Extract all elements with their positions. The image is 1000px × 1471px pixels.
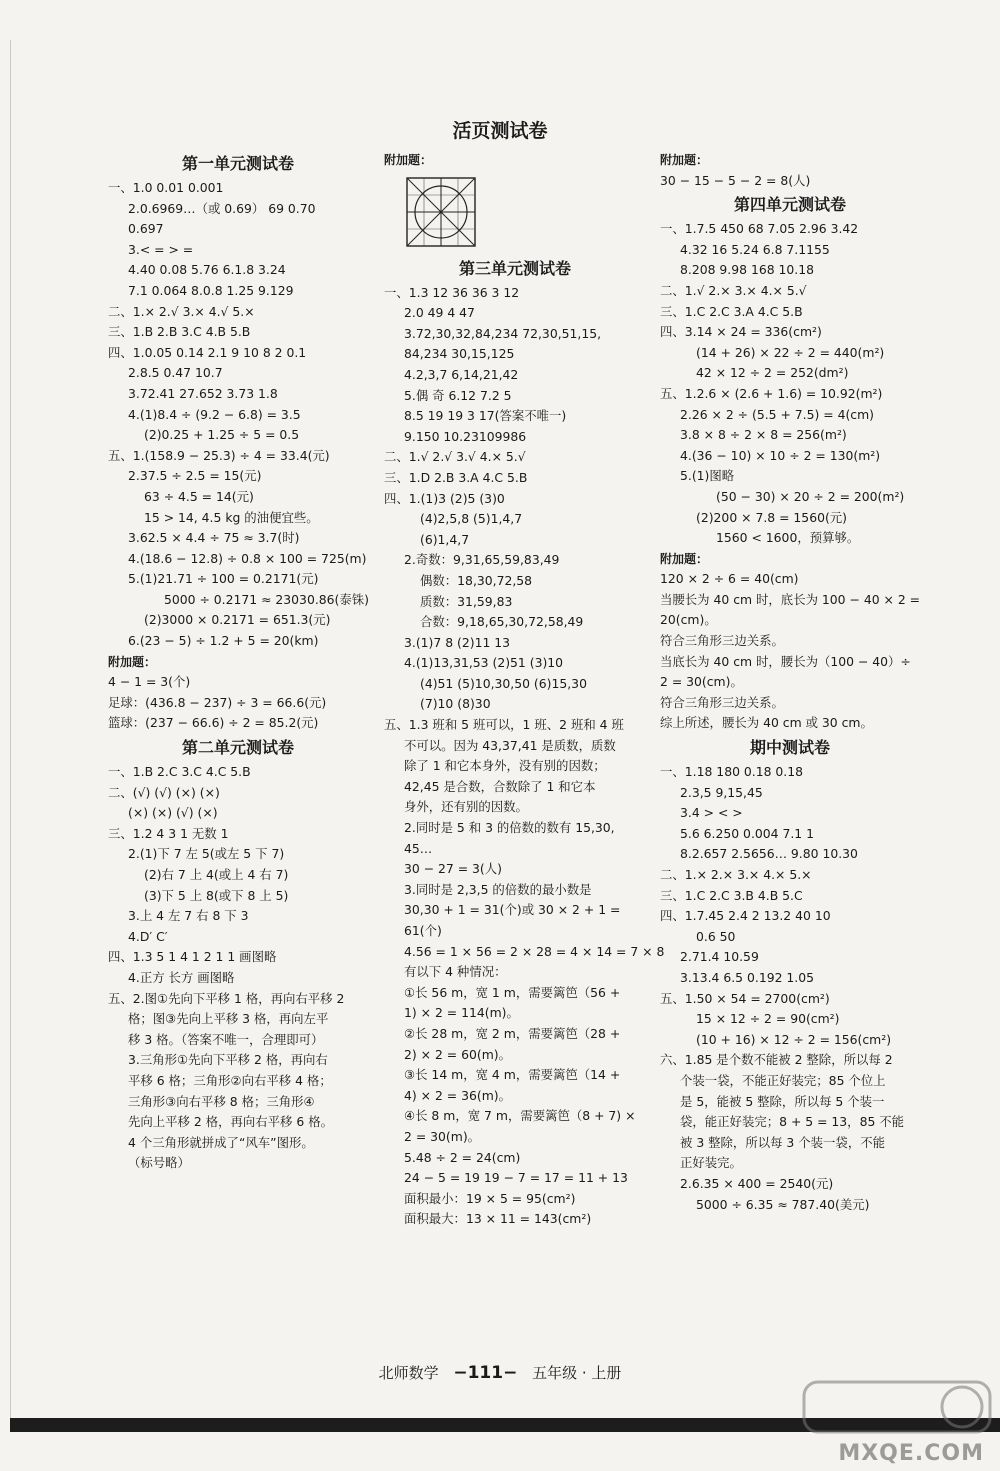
answer-line: 45… (404, 840, 433, 856)
answer-line: 二、(√) (√) (×) (×) (108, 784, 220, 800)
answer-line: 正好装完。 (680, 1155, 742, 1171)
answer-line: 9.150 10.23109986 (404, 428, 527, 444)
answer-line: 一、1.18 180 0.18 0.18 (660, 764, 804, 780)
answer-line: 5.(1)图略 (680, 468, 735, 484)
answer-line: 六、1.85 是个数不能被 2 整除，所以每 2 (660, 1052, 893, 1068)
answer-line: 2.37.5 ÷ 2.5 = 15(元) (128, 468, 262, 484)
watermark-logo (802, 1378, 992, 1466)
answer-line: 4.(36 − 10) × 10 ÷ 2 = 130(m²) (680, 447, 881, 463)
answer-line: (×) (×) (√) (×) (128, 805, 218, 821)
answer-line: 2.(1)下 7 左 5(或左 5 下 7) (128, 846, 285, 862)
answer-line: 一、1.3 12 36 36 3 12 (384, 284, 520, 300)
answer-line: 3.三角形①先向下平移 2 格，再向右 (128, 1052, 328, 1068)
section-heading: 第四单元测试卷 (733, 195, 846, 215)
answer-line: (2)0.25 + 1.25 ÷ 5 = 0.5 (144, 427, 300, 443)
answer-line: 5000 ÷ 0.2171 ≈ 23030.86(泰铢) (164, 591, 369, 607)
answer-line: 二、1.√ 2.× 3.× 4.× 5.√ (660, 282, 807, 298)
bonus-heading: 附加题： (660, 551, 709, 566)
answer-line: 30 − 27 = 3(人) (404, 861, 502, 877)
answer-line: 五、1.2.6 × (2.6 + 1.6) = 10.92(m²) (660, 385, 883, 401)
answer-line: (14 + 26) × 22 ÷ 2 = 440(m²) (696, 344, 885, 360)
answer-line: 一、1.7.5 450 68 7.05 2.96 3.42 (660, 221, 859, 237)
answer-line: 24 − 5 = 19 19 − 7 = 17 = 11 + 13 (404, 1170, 628, 1186)
answer-line: 8.5 19 19 3 17(答案不唯一) (404, 408, 567, 424)
answer-line: 四、1.3 5 1 4 1 2 1 1 画图略 (108, 949, 277, 965)
answer-line: 五、2.图①先向下平移 1 格，再向右平移 2 (108, 990, 345, 1006)
column-2 (384, 150, 665, 1230)
answer-line: 三、1.D 2.B 3.A 4.C 5.B (384, 469, 528, 485)
answer-line: 84,234 30,15,125 (404, 346, 515, 362)
answer-line: (10 + 16) × 12 ÷ 2 = 156(cm²) (696, 1031, 892, 1047)
footer-grade: 五年级 · 上册 (532, 1364, 622, 1382)
answer-line: 3.8 × 8 ÷ 2 × 8 = 256(m²) (680, 427, 847, 443)
answer-line: 3.72,30,32,84,234 72,30,51,15, (404, 325, 602, 341)
answer-line: 5.(1)21.71 ÷ 100 = 0.2171(元) (128, 571, 319, 587)
answer-line: 被 3 整除，所以每 3 个装一袋，不能 (680, 1134, 885, 1150)
answer-line: 0.6 50 (696, 928, 736, 944)
answer-line: 63 ÷ 4.5 = 14(元) (144, 488, 254, 504)
answer-line: 1) × 2 = 114(m)。 (404, 1005, 519, 1021)
section-heading: 第一单元测试卷 (181, 154, 294, 173)
watermark-text: MXQE.COM (838, 1441, 984, 1466)
answer-line: 4) × 2 = 36(m)。 (404, 1087, 512, 1103)
answer-line: ④长 8 m，宽 7 m，需要篱笆（8 + 7) × (404, 1108, 636, 1124)
bonus-heading: 附加题： (384, 153, 433, 167)
answer-line: 30 − 15 − 5 − 2 = 8(人) (660, 172, 811, 188)
answer-line: 3.62.5 × 4.4 ÷ 75 ≈ 3.7(时) (128, 530, 300, 546)
answer-line: 4.40 0.08 5.76 6.1.8 3.24 (128, 262, 286, 278)
answer-line: 足球：(436.8 − 237) ÷ 3 = 66.6(元) (108, 694, 327, 710)
answer-line: 8.2.657 2.5656… 9.80 10.30 (680, 846, 858, 862)
answer-line: 4.2,3,7 6,14,21,42 (404, 366, 519, 382)
answer-line: (7)10 (8)30 (420, 696, 491, 712)
answer-line: 15 > 14, 4.5 kg 的油便宜些。 (144, 509, 319, 525)
footer-subject: 北师数学 (378, 1364, 439, 1382)
answer-line: 合数：9,18,65,30,72,58,49 (420, 614, 584, 630)
answer-line: 当底长为 40 cm 时，腰长为（100 − 40）÷ (660, 653, 911, 669)
answer-line: 三、1.2 4 3 1 无数 1 (108, 825, 229, 841)
answer-line: 3.13.4 6.5 0.192 1.05 (680, 969, 814, 985)
answer-line: 面积最大：13 × 11 = 143(cm²) (404, 1211, 592, 1227)
answer-line: 一、1.B 2.C 3.C 4.C 5.B (108, 764, 251, 780)
answer-line: 42 × 12 ÷ 2 = 252(dm²) (696, 365, 849, 381)
answer-line: 当腰长为 40 cm 时，底长为 100 − 40 × 2 = (660, 591, 921, 607)
answer-line: 5000 ÷ 6.35 ≈ 787.40(美元) (696, 1196, 870, 1212)
answer-line: 3.< = > = (128, 241, 194, 257)
answer-line: 2.26 × 2 ÷ (5.5 + 7.5) = 4(cm) (680, 406, 875, 422)
section-heading: 第三单元测试卷 (458, 258, 571, 278)
answer-line: 4.56 = 1 × 56 = 2 × 28 = 4 × 14 = 7 × 8 (404, 943, 665, 959)
answer-line: 先向上平移 2 格，再向右平移 6 格。 (128, 1114, 333, 1130)
answer-line: (50 − 30) × 20 ÷ 2 = 200(m²) (716, 488, 905, 504)
answer-line: (4)2,5,8 (5)1,4,7 (420, 511, 523, 527)
answer-line: 身外，还有别的因数。 (404, 799, 528, 815)
answer-line: 个装一袋，不能正好装完；85 个位上 (680, 1072, 886, 1088)
answer-line: 5.偶 奇 6.12 7.2 5 (404, 387, 512, 403)
answer-line: 符合三角形三边关系。 (660, 633, 784, 649)
answer-line: 2 = 30(m)。 (404, 1128, 481, 1144)
answer-line: 2.3,5 9,15,45 (680, 784, 763, 800)
answer-line: 15 × 12 ÷ 2 = 90(cm²) (696, 1011, 840, 1027)
answer-line: 3.(1)7 8 (2)11 13 (404, 634, 511, 650)
answer-line: 3.同时是 2,3,5 的倍数的最小数是 (404, 881, 592, 897)
answer-line: 三角形③向右平移 8 格；三角形④ (128, 1093, 315, 1109)
page-title: 活页测试卷 (452, 120, 548, 142)
answer-line: (6)1,4,7 (420, 531, 470, 547)
answer-line: 4.32 16 5.24 6.8 7.1155 (680, 241, 830, 257)
answer-line: 五、1.3 班和 5 班可以，1 班、2 班和 4 班 (384, 717, 624, 733)
answer-line: (3)下 5 上 8(或下 8 上 5) (144, 887, 289, 903)
answer-line: 是 5，能被 5 整除，所以每 5 个装一 (680, 1093, 885, 1109)
column-1 (108, 150, 368, 1174)
answer-line: 2.奇数：9,31,65,59,83,49 (404, 552, 560, 568)
answer-circle-logo-icon (802, 1378, 992, 1438)
answer-line: 4.(18.6 − 12.8) ÷ 0.8 × 100 = 725(m) (128, 550, 367, 566)
answer-line: 2.6.35 × 400 = 2540(元) (680, 1175, 834, 1191)
answer-line: 120 × 2 ÷ 6 = 40(cm) (660, 571, 799, 587)
answer-line: 8.208 9.98 168 10.18 (680, 262, 814, 278)
answer-line: 5.48 ÷ 2 = 24(cm) (404, 1149, 521, 1165)
answer-line: 4 个三角形就拼成了“风车”图形。 (128, 1134, 314, 1150)
answer-line: 4.(1)8.4 ÷ (9.2 − 6.8) = 3.5 (128, 406, 301, 422)
answer-line: 4.正方 长方 画图略 (128, 969, 235, 985)
answer-line: 五、1.50 × 54 = 2700(cm²) (660, 990, 830, 1006)
answer-line: ②长 28 m，宽 2 m，需要篱笆（28 + (404, 1025, 621, 1041)
answer-line: 3.72.41 27.652 3.73 1.8 (128, 385, 278, 401)
answer-line: 格；图③先向上平移 3 格，再向左平 (128, 1011, 329, 1027)
answer-line: 五、1.(158.9 − 25.3) ÷ 4 = 33.4(元) (108, 447, 330, 463)
answer-line: 20(cm)。 (660, 612, 717, 628)
answer-line: 二、1.√ 2.√ 3.√ 4.× 5.√ (384, 449, 526, 465)
answer-line: 2.71.4 10.59 (680, 949, 759, 965)
answer-line: 0.697 (128, 221, 164, 237)
answer-line: 30,30 + 1 = 31(个)或 30 × 2 + 1 = (404, 902, 621, 918)
answer-line: ③长 14 m，宽 4 m，需要篱笆（14 + (404, 1067, 621, 1083)
answer-line: 不可以。因为 43,37,41 是质数，质数 (404, 737, 616, 753)
answer-line: 偶数：18,30,72,58 (420, 572, 533, 588)
bonus-heading: 附加题： (660, 153, 709, 167)
answer-line: 篮球：(237 − 66.6) ÷ 2 = 85.2(元) (108, 715, 319, 731)
column-3 (660, 150, 920, 1215)
answer-line: 42,45 是合数，合数除了 1 和它本 (404, 778, 596, 794)
answer-line: 4 − 1 = 3(个) (108, 674, 191, 690)
answer-line: 2.0.6969…（或 0.69） 69 0.70 (128, 200, 316, 216)
answer-line: 2.8.5 0.47 10.7 (128, 365, 223, 381)
answer-line: (2)3000 × 0.2171 = 651.3(元) (144, 612, 331, 628)
bonus-heading: 附加题： (108, 654, 157, 669)
answer-line: 2.同时是 5 和 3 的倍数的数有 15,30, (404, 820, 615, 836)
answer-line: 2.0 49 4 47 (404, 305, 475, 321)
page-number: −111− (453, 1363, 518, 1383)
answer-line: (4)51 (5)10,30,50 (6)15,30 (420, 675, 587, 691)
answer-line: 二、1.× 2.√ 3.× 4.√ 5.× (108, 303, 255, 319)
answer-line: 3.上 4 左 7 右 8 下 3 (128, 908, 249, 924)
answer-line: 2 = 30(cm)。 (660, 674, 743, 690)
answer-line: 除了 1 和它本身外，没有别的因数； (404, 758, 606, 774)
answer-line: 3.4 > < > (680, 805, 743, 821)
answer-line: 6.(23 − 5) ÷ 1.2 + 5 = 20(km) (128, 633, 319, 649)
answer-line: 四、1.0.05 0.14 2.1 9 10 8 2 0.1 (108, 344, 307, 360)
answer-line: （标号略） (128, 1155, 190, 1171)
answer-line: 三、1.B 2.B 3.C 4.B 5.B (108, 324, 251, 340)
answer-line: 4.(1)13,31,53 (2)51 (3)10 (404, 655, 564, 671)
page-edge-line (10, 40, 11, 1420)
section-heading: 第二单元测试卷 (181, 738, 294, 758)
answer-line: 移 3 格。（答案不唯一，合理即可） (128, 1031, 324, 1047)
answer-line: 三、1.C 2.C 3.A 4.C 5.B (660, 303, 803, 319)
answer-line: 有以下 4 种情况： (404, 964, 507, 980)
answer-line: (2)右 7 上 4(或上 4 右 7) (144, 867, 289, 882)
answer-line: 三、1.C 2.C 3.B 4.B 5.C (660, 887, 803, 903)
answer-line: 面积最小：19 × 5 = 95(cm²) (404, 1190, 576, 1206)
answer-line: 一、1.0 0.01 0.001 (108, 180, 224, 195)
answer-line: 2) × 2 = 60(m)。 (404, 1046, 512, 1062)
answer-line: 四、1.(1)3 (2)5 (3)0 (384, 490, 505, 506)
answer-line: ①长 56 m，宽 1 m，需要篱笆（56 + (404, 984, 621, 1000)
section-heading: 期中测试卷 (749, 738, 830, 758)
answer-line: 二、1.× 2.× 3.× 4.× 5.× (660, 867, 812, 882)
answer-line: 7.1 0.064 8.0.8 1.25 9.129 (128, 282, 294, 298)
grid-circle-figure (406, 177, 476, 247)
answer-line: 1560 < 1600，预算够。 (716, 530, 860, 546)
answer-line: 平移 6 格；三角形②向右平移 4 格； (128, 1072, 332, 1088)
answer-line: 四、1.7.45 2.4 2 13.2 40 10 (660, 908, 831, 924)
answer-line: 4.D′ C′ (128, 928, 168, 944)
answer-line: 四、3.14 × 24 = 336(cm²) (660, 324, 822, 340)
answer-line: 5.6 6.250 0.004 7.1 1 (680, 825, 814, 841)
answer-line: 综上所述，腰长为 40 cm 或 30 cm。 (660, 715, 873, 731)
answer-line: 质数：31,59,83 (420, 593, 513, 609)
answer-line: 符合三角形三边关系。 (660, 694, 784, 710)
answer-line: 袋，能正好装完；8 + 5 = 13，85 不能 (680, 1114, 905, 1130)
answer-line: (2)200 × 7.8 = 1560(元) (696, 509, 848, 525)
answer-line: 61(个) (404, 923, 442, 938)
